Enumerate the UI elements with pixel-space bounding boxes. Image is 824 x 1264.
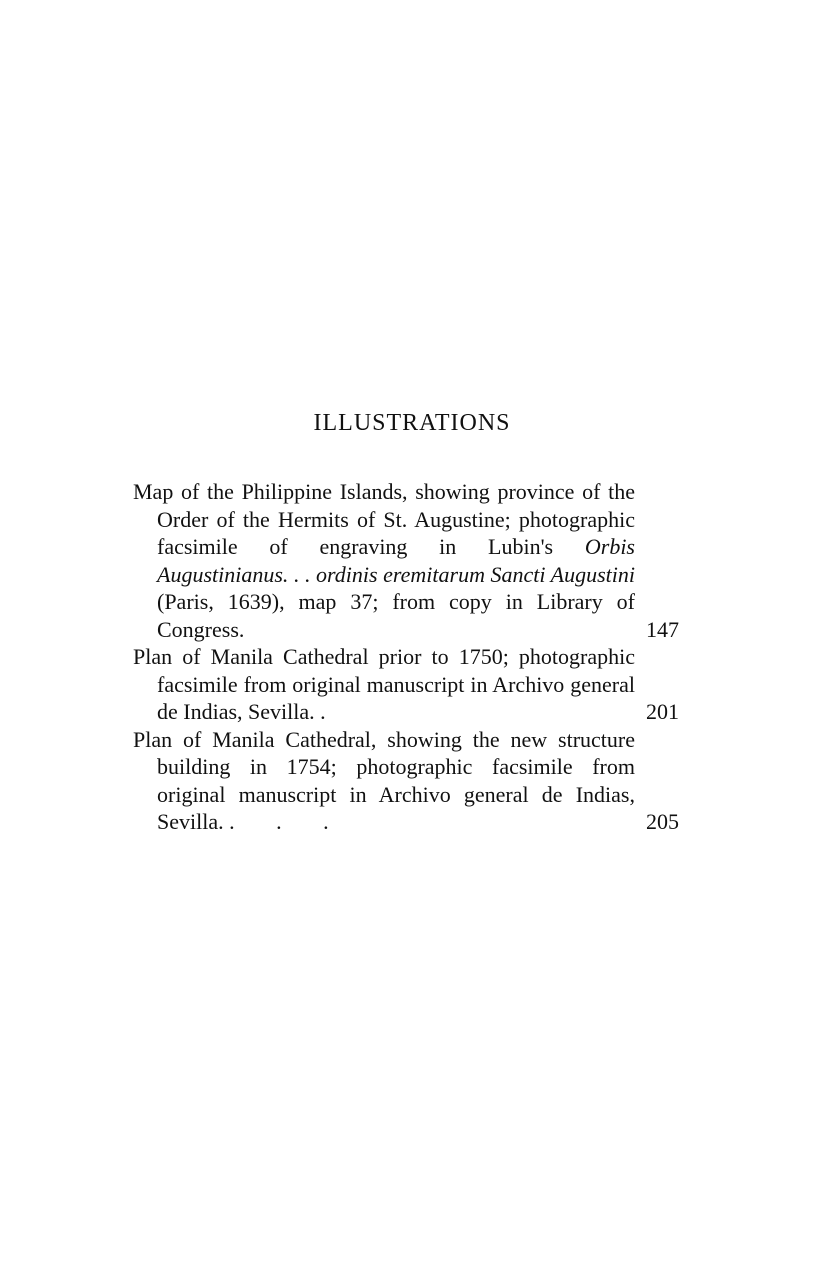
- leader-dots: .: [320, 699, 344, 724]
- page-number: 147: [646, 616, 679, 642]
- page-title: ILLUSTRATIONS: [313, 410, 511, 436]
- entry-text: Plan of Manila Cathedral prior to 1750; photographic facsimile from original manuscript in Archivo general de Indias, Sevilla.: [133, 644, 635, 724]
- leader-dots: . . .: [229, 809, 347, 834]
- entry-text-after: (Paris, 1639), map 37; from copy in Library of Congress.: [157, 589, 635, 642]
- illustrations-list: [133, 478, 679, 836]
- page-number: 205: [646, 809, 679, 834]
- entry-text: Plan of Manila Cathedral, showing the new structure building in 1754; photographic facsimile from original manuscript in Archivo general de Indias, Sevilla.: [133, 726, 635, 834]
- page-number: 201: [646, 699, 679, 724]
- list-item: [133, 478, 679, 643]
- list-item: [133, 643, 679, 726]
- list-item: [133, 726, 679, 836]
- entry-italic-title: Orbis Augustinianus. . . ordinis eremitarum Sancti Augustini: [157, 534, 635, 587]
- entry-text: Map of the Philippine Islands, showing province of the Order of the Hermits of St. Augustine; photographic facsimile of engraving in Lubin's: [133, 479, 635, 559]
